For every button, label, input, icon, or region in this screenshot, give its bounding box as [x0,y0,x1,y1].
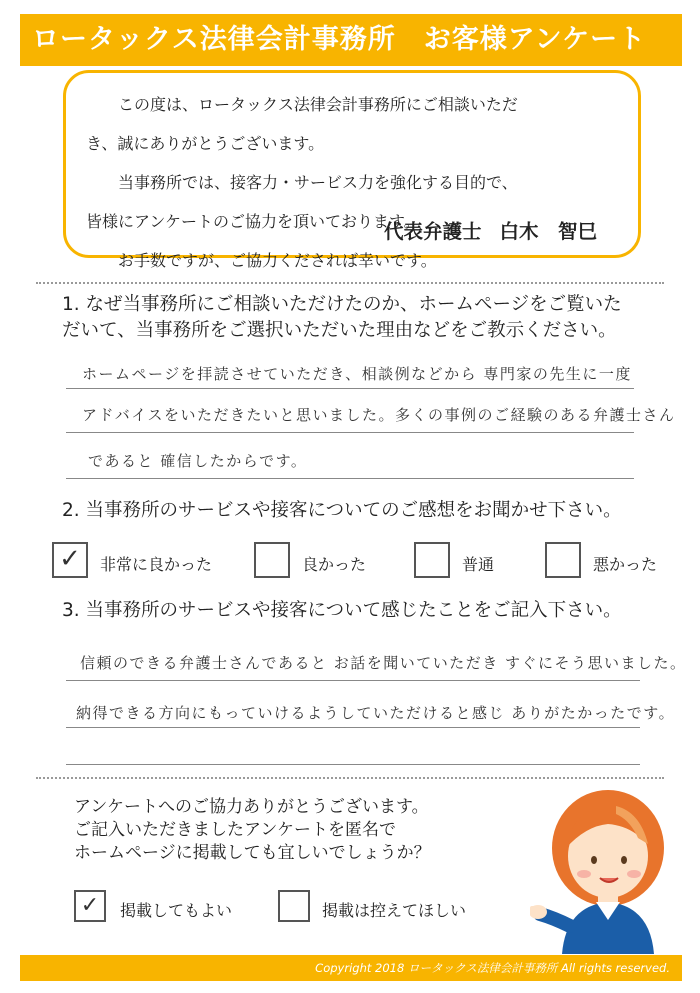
consent-text [74,796,431,865]
greeting-line: この度は、ロータックス法律会計事務所にご相談いただ [118,95,518,114]
consent-line: ご記入いただきましたアンケートを匿名で [74,820,396,840]
page-title [20,14,682,66]
answer-rule [66,388,634,389]
answer-3-line: 納得できる方向にもっていけるようしていただけると感じ ありがたかったです。 [76,704,676,722]
greeting-line: 当事務所では、接客力・サービス力を強化する目的で、 [118,173,518,192]
signature-name: 白木 智巳 [499,220,598,243]
question-1 [62,292,622,344]
consent-label-decline: 掲載は控えてほしい [322,901,467,920]
answer-1-line: であると 確信したからです。 [88,452,308,470]
consent-label-allow: 掲載してもよい [120,901,233,920]
check-mark-icon: ✓ [80,893,100,918]
option-checkbox-average[interactable] [414,542,450,578]
answer-rule [66,727,640,728]
consent-line: ホームページに掲載しても宜しいでしょうか？ [74,843,431,863]
option-label-very-good: 非常に良かった [100,555,213,574]
header-bar [20,14,682,66]
option-label-good: 良かった [302,555,367,574]
answer-1-line: ホームページを拝読させていただき、相談例などから 専門家の先生に一度 [82,365,632,383]
signature [384,216,597,244]
answer-rule [66,432,634,433]
answer-rule [66,764,640,765]
answer-1-line: アドバイスをいただきたいと思いました。多くの事例のご経験のある弁護士さん [82,406,676,424]
question-1-line: だいて、当事務所をご選択いただいた理由などをご教示ください。 [62,320,617,341]
greeting-text [86,76,626,287]
footer-bar [20,955,682,981]
answer-rule [66,478,634,479]
copyright-text: Copyright 2018 ロータックス法律会計事務所 All rights reserved. [315,961,670,975]
consent-line: アンケートへのご協力ありがとうございます。 [74,797,429,817]
option-checkbox-bad[interactable] [545,542,581,578]
answer-3-line: 信頼のできる弁護士さんであると お話を聞いていただき すぐにそう思いました。 [80,654,687,672]
survey-title: お客様アンケート [423,24,647,55]
answer-rule [66,680,640,681]
question-3: 3. 当事務所のサービスや接客について感じたことをご記入下さい。 [62,600,622,621]
office-name: ロータックス法律会計事務所 [32,24,396,55]
consent-checkbox-allow[interactable] [74,890,106,922]
section-divider [36,282,664,284]
option-checkbox-very-good[interactable] [52,542,88,578]
check-mark-icon: ✓ [59,544,81,574]
option-label-bad: 悪かった [593,555,658,574]
option-label-average: 普通 [462,555,495,574]
question-1-line: 1. なぜ当事務所にご相談いただけたのか、ホームページをご覧いた [62,294,622,315]
greeting-line: お手数ですが、ご協力くだされば幸いです。 [118,251,437,270]
greeting-line: き、誠にありがとうございます。 [86,134,325,153]
signature-title: 代表弁護士 [384,220,482,243]
question-2: 2. 当事務所のサービスや接客についてのご感想をお聞かせ下さい。 [62,500,622,521]
section-divider [36,777,664,779]
greeting-line: 皆様にアンケートのご協力を頂いております。 [86,212,420,231]
consent-checkbox-decline[interactable] [278,890,310,922]
staff-illustration-icon [530,786,680,954]
option-checkbox-good[interactable] [254,542,290,578]
